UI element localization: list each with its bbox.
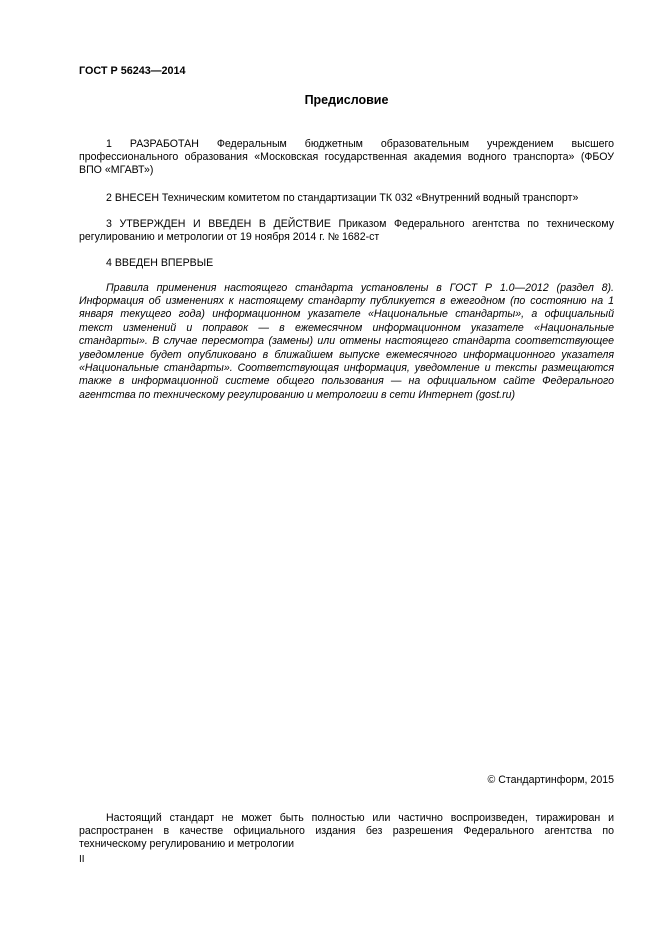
foreword-item-developed: 1 РАЗРАБОТАН Федеральным бюджетным образовательным учреждением высшего профессионального образования «Московская государственная академия водного транспорта» (ФБОУ ВПО «МГАВТ») [79,137,614,177]
foreword-item-introduced: 4 ВВЕДЕН ВПЕРВЫЕ [106,256,214,269]
standard-code: ГОСТ Р 56243—2014 [79,65,186,77]
page-number: II [79,854,85,865]
legal-notice: Настоящий стандарт не может быть полностью или частично воспроизведен, тиражирован и распространен в качестве официального издания без разрешения Федерального агентства по техническому регулированию и метрологии [79,811,614,851]
foreword-item-submitted: 2 ВНЕСЕН Техническим комитетом по стандартизации ТК 032 «Внутренний водный транспорт» [106,191,579,204]
foreword-item-approved: 3 УТВЕРЖДЕН И ВВЕДЕН В ДЕЙСТВИЕ Приказом Федерального агентства по техническому регулированию и метрологии от 19 ноября 2014 г. № 1682-ст [79,217,614,243]
page-title: Предисловие [304,93,389,107]
copyright-line: © Стандартинформ, 2015 [487,774,614,786]
application-rules-note: Правила применения настоящего стандарта установлены в ГОСТ Р 1.0—2012 (раздел 8). Информация об изменениях к настоящему стандарту публикуется в ежегодном (по состоянию на 1 января текущего года) информационном указателе «Национальные стандарты», а официальный текст изменений и поправок — в ежемесячном информационном указателе «Национальные стандарты». В случае пересмотра (замены) или отмены настоящего стандарта соответствующее уведомление будет опубликовано в ближайшем выпуске ежемесячного информационного указателя «Национальные стандарты». Соответствующая информация, уведомление и тексты размещаются также в информационной системе общего пользования — на официальном сайте Федерального агентства по техническому регулированию и метрологии в сети Интернет (gost.ru) [79,281,614,401]
